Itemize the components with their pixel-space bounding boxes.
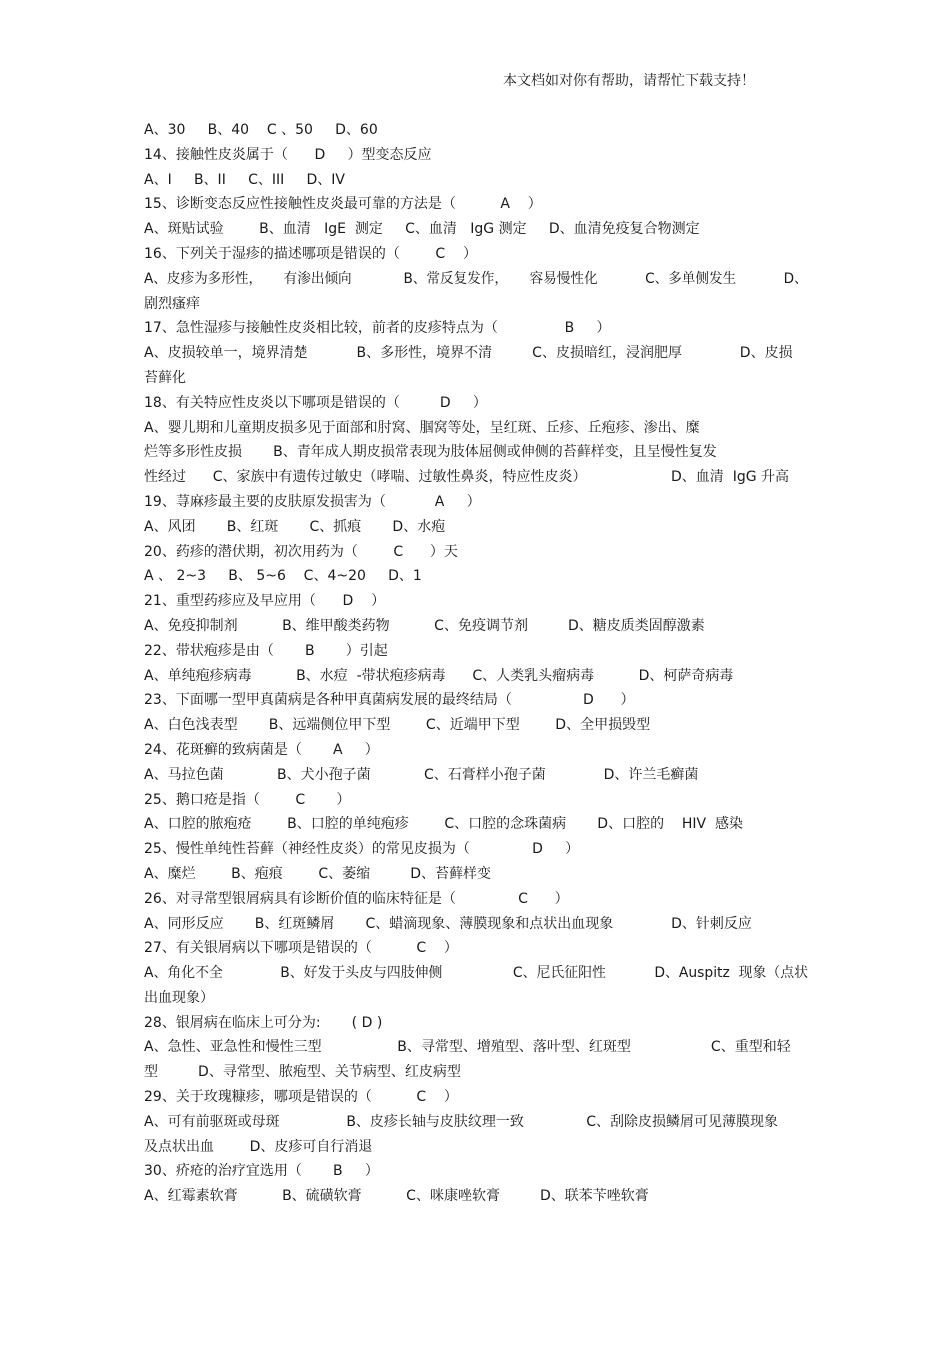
- text-line: A、马拉色菌 B、犬小孢子菌 C、石膏样小孢子菌 D、许兰毛癣菌: [144, 766, 699, 783]
- text-line: A、急性、亚急性和慢性三型 B、寻常型、增殖型、落叶型、红斑型 C、重型和轻: [144, 1039, 791, 1056]
- text-line: 16、下列关于湿疹的描述哪项是错误的（ C ）: [144, 245, 477, 262]
- text-line: A、糜烂 B、疱痕 C、萎缩 D、苔藓样变: [144, 865, 491, 882]
- text-line: A、免疫抑制剂 B、维甲酸类药物 C、免疫调节剂 D、糖皮质类固醇激素: [144, 617, 705, 634]
- text-line: A、30 B、40 C 、50 D、60: [144, 122, 378, 138]
- text-line: 23、下面哪一型甲真菌病是各种甲真菌病发展的最终结局（ D ）: [144, 692, 635, 709]
- text-line: 27、有关银屑病以下哪项是错误的（ C ）: [144, 940, 458, 957]
- text-line: A、同形反应 B、红斑鳞屑 C、蜡滴现象、薄膜现象和点状出血现象 D、针刺反应: [144, 915, 752, 932]
- text-line: A 、 2~3 B、 5~6 C、4~20 D、1: [144, 568, 422, 585]
- text-line: 17、急性湿疹与接触性皮炎相比较，前者的皮疹特点为（ B ）: [144, 320, 611, 337]
- page-header: 本文档如对你有帮助，请帮忙下载支持！: [503, 73, 755, 89]
- text-line: 19、荨麻疹最主要的皮肤原发损害为（ A ）: [144, 493, 481, 510]
- text-line: A、口腔的脓疱疮 B、口腔的单纯疱疹 C、口腔的念珠菌病 D、口腔的 HIV 感染: [144, 816, 744, 833]
- text-line: 及点状出血 D、皮疹可自行消退: [144, 1138, 373, 1155]
- text-line: 22、带状疱疹是由（ B ）引起: [144, 642, 388, 659]
- text-line: 25、鹅口疮是指（ C ）: [144, 791, 351, 808]
- text-line: A、斑贴试验 B、血清 IgE 测定 C、血清 IgG 测定 D、血清免疫复合物测定: [144, 221, 700, 238]
- text-line: 30、疥疮的治疗宜选用（ B ）: [144, 1163, 379, 1180]
- text-line: 21、重型药疹应及早应用（ D ）: [144, 593, 386, 610]
- text-line: A、婴儿期和儿童期皮损多见于面部和肘窝、腘窝等处，呈红斑、丘疹、丘疱疹、渗出、糜: [144, 419, 700, 436]
- text-line: 29、关于玫瑰糠疹，哪项是错误的（ C ）: [144, 1089, 458, 1106]
- text-line: A、角化不全 B、好发于头皮与四肢伸侧 C、尼氏征阳性 D、Auspitz 现象（点状: [144, 965, 808, 982]
- text-line: A、红霉素软膏 B、硫磺软膏 C、咪康唑软膏 D、联苯苄唑软膏: [144, 1188, 649, 1205]
- text-line: 26、对寻常型银屑病具有诊断价值的临床特征是（ C ）: [144, 890, 569, 907]
- question-list: [144, 118, 808, 1209]
- text-line: 24、花斑癣的致病菌是（ A ）: [144, 741, 379, 758]
- text-line: A、I B、II C、III D、IV: [144, 171, 345, 188]
- text-line: 14、接触性皮炎属于（ D ）型变态反应: [144, 146, 432, 163]
- text-line: 性经过 C、家族中有遗传过敏史（哮喘、过敏性鼻炎，特应性皮炎） D、血清 IgG 升高: [144, 469, 790, 486]
- text-line: 烂等多形性皮损 B、青年成人期皮损常表现为肢体屈侧或伸侧的苔藓样变，且呈慢性复发: [144, 444, 717, 461]
- text-line: A、风团 B、红斑 C、抓痕 D、水疱: [144, 518, 446, 535]
- text-line: A、白色浅表型 B、远端侧位甲下型 C、近端甲下型 D、全甲损毁型: [144, 717, 651, 734]
- text-line: 25、慢性单纯性苔藓（神经性皮炎）的常见皮损为（ D ）: [144, 841, 580, 858]
- text-line: A、可有前驱斑或母斑 B、皮疹长轴与皮肤纹理一致 C、刮除皮损鳞屑可见薄膜现象: [144, 1113, 779, 1130]
- text-line: 型 D、寻常型、脓疱型、关节病型、红皮病型: [144, 1064, 461, 1081]
- text-line: A、单纯疱疹病毒 B、水痘 -带状疱疹病毒 C、人类乳头瘤病毒 D、柯萨奇病毒: [144, 667, 734, 684]
- text-line: 剧烈瘙痒: [144, 295, 200, 312]
- text-line: 出血现象）: [144, 989, 214, 1006]
- text-line: 20、药疹的潜伏期，初次用药为（ C ）天: [144, 543, 458, 560]
- text-line: A、皮疹为多形性， 有渗出倾向 B、常反复发作， 容易慢性化 C、多单侧发生 D、: [144, 270, 808, 287]
- text-line: 28、银屑病在临床上可分为: ( D ): [144, 1014, 383, 1031]
- text-line: A、皮损较单一，境界清楚 B、多形性，境界不清 C、皮损暗红，浸润肥厚 D、皮损: [144, 345, 793, 362]
- text-line: 18、有关特应性皮炎以下哪项是错误的（ D ）: [144, 394, 487, 411]
- text-line: 苔藓化: [144, 369, 186, 386]
- text-line: 15、诊断变态反应性接触性皮炎最可靠的方法是（ A ）: [144, 196, 542, 213]
